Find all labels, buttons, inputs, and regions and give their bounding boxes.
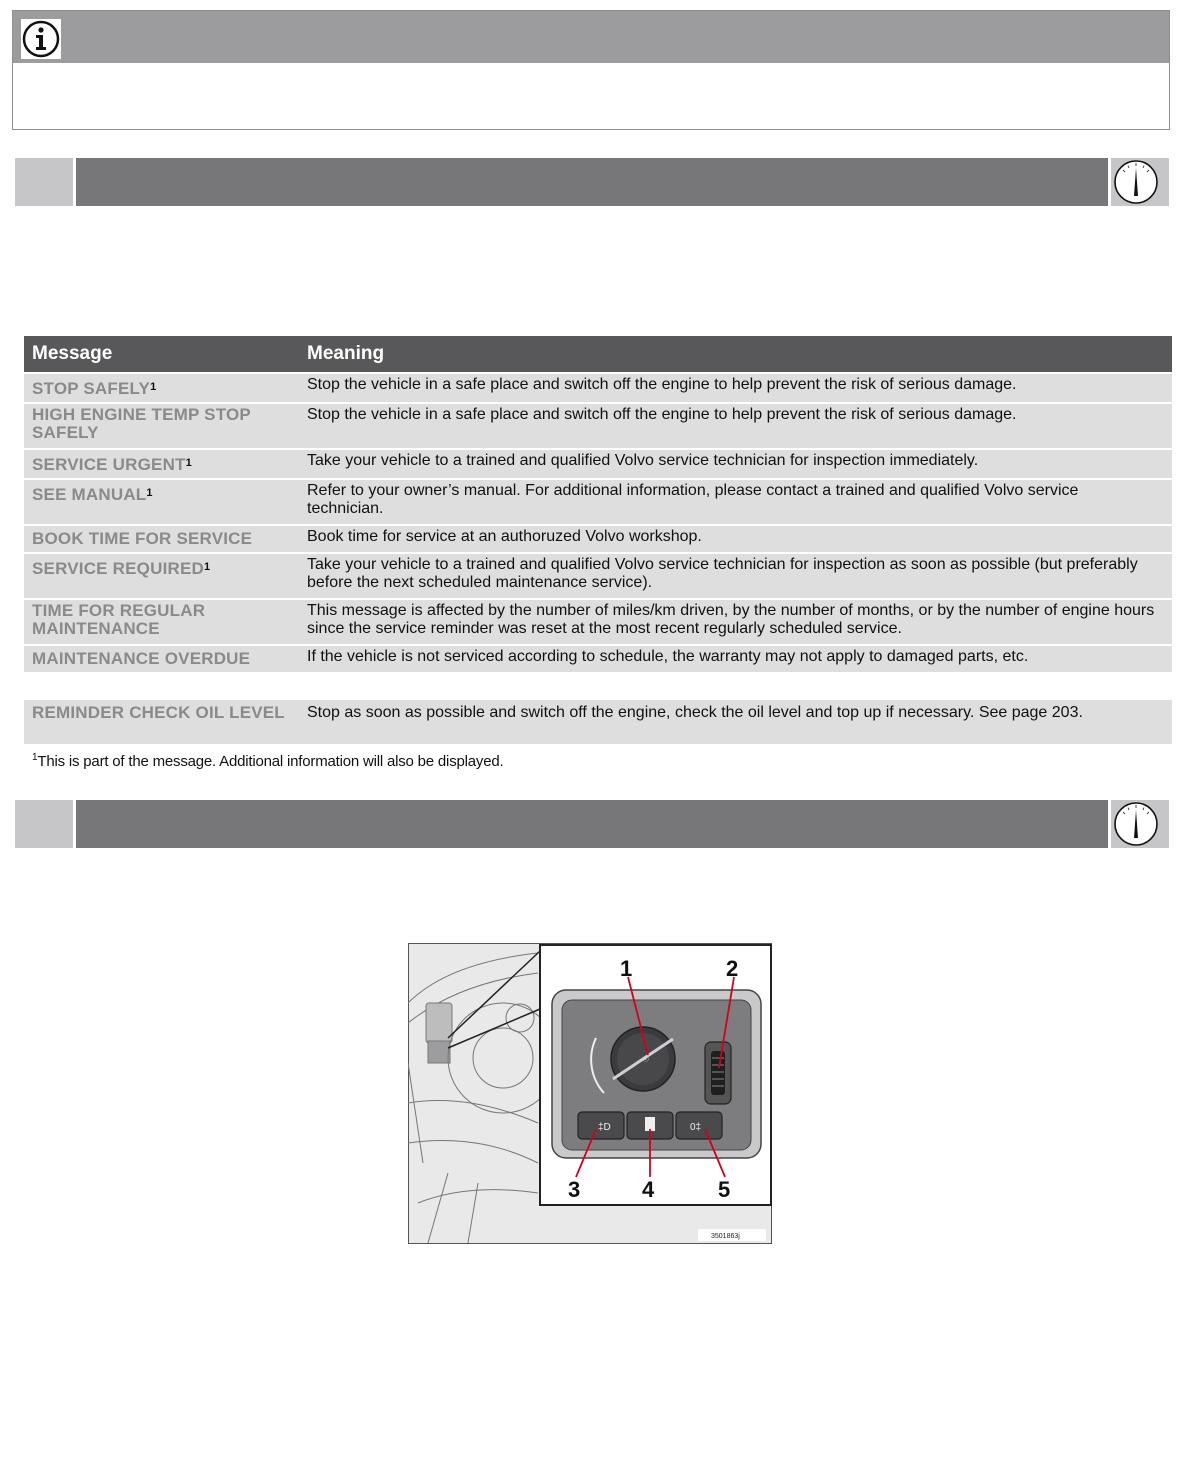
table-row xyxy=(24,644,1172,672)
footnote-text: This is part of the message. Additional information will also be displayed. xyxy=(37,753,504,770)
footnote-ref: 1 xyxy=(203,561,211,573)
light-switch-panel-illustration xyxy=(408,943,772,1245)
callout-4: 4 xyxy=(642,1177,655,1202)
svg-text:‡D: ‡D xyxy=(598,1122,611,1133)
table-spacer xyxy=(24,672,1172,700)
column-header-message: Message xyxy=(32,343,113,364)
meaning-cell: Take your vehicle to a trained and qualified Volvo service technician for inspection immediately. xyxy=(307,452,979,469)
table-row xyxy=(24,700,1172,744)
info-note-box xyxy=(12,10,1170,130)
meaning-cell: Stop the vehicle in a safe place and switch off the engine to help prevent the risk of serious damage. xyxy=(307,406,1017,423)
callout-1: 1 xyxy=(620,956,633,981)
table-row xyxy=(24,402,1172,448)
table-footnote xyxy=(32,752,503,770)
meaning-cell: If the vehicle is not serviced according to schedule, the warranty may not apply to damaged parts, etc. xyxy=(307,648,1029,665)
table-row xyxy=(24,372,1172,402)
message-cell: BOOK TIME FOR SERVICE xyxy=(32,529,253,548)
messages-table xyxy=(24,336,1172,744)
message-cell: SERVICE REQUIRED xyxy=(32,559,204,578)
table-row xyxy=(24,524,1172,552)
message-cell: MAINTENANCE OVERDUE xyxy=(32,649,251,668)
callout-3: 3 xyxy=(568,1177,581,1202)
table-header-row xyxy=(24,336,1172,372)
info-note-header xyxy=(13,11,1169,63)
footnote-ref: 1 xyxy=(150,381,157,393)
section-1-marker xyxy=(15,158,73,206)
callout-5: 5 xyxy=(718,1177,731,1202)
message-cell: HIGH ENGINE TEMP STOP SAFELY xyxy=(32,405,251,442)
meaning-cell: Book time for service at an authoruzed Volvo workshop. xyxy=(307,528,702,545)
table-row xyxy=(24,598,1172,644)
section-1-header xyxy=(76,158,1108,206)
table-row xyxy=(24,478,1172,524)
gauge-icon xyxy=(1111,158,1169,206)
meaning-cell: Stop as soon as possible and switch off the engine, check the oil level and top up if necessary. See page 203. xyxy=(307,704,1083,721)
table-row xyxy=(24,552,1172,598)
message-cell: SEE MANUAL xyxy=(32,485,147,504)
footnote-marker: 1 xyxy=(32,752,38,763)
message-cell: REMINDER CHECK OIL LEVEL xyxy=(32,703,285,722)
table-row xyxy=(24,448,1172,478)
footnote-ref: 1 xyxy=(146,487,153,499)
message-cell: STOP SAFELY xyxy=(32,379,151,398)
info-circle-icon xyxy=(21,19,61,59)
meaning-cell: Stop the vehicle in a safe place and switch off the engine to help prevent the risk of serious damage. xyxy=(307,376,1017,393)
section-2-marker xyxy=(15,800,73,848)
meaning-cell: This message is affected by the number of miles/km driven, by the number of months, or by the number of engine hours since the service reminder was reset at the most recent regularly scheduled service. xyxy=(307,602,1155,637)
figure-code: 3501863j xyxy=(711,1233,740,1240)
callout-2: 2 xyxy=(726,956,739,981)
message-cell: TIME FOR REGULAR MAINTENANCE xyxy=(32,601,206,638)
meaning-cell: Refer to your owner’s manual. For additional information, please contact a trained and qualified Volvo service technician. xyxy=(307,482,1079,517)
footnote-ref: 1 xyxy=(185,457,192,469)
svg-text:0‡: 0‡ xyxy=(690,1122,702,1133)
gauge-icon xyxy=(1111,800,1169,848)
section-2-header xyxy=(76,800,1108,848)
svg-text:☉: ☉ xyxy=(642,1055,650,1064)
message-cell: SERVICE URGENT xyxy=(32,455,186,474)
column-header-meaning: Meaning xyxy=(307,343,385,364)
meaning-cell: Take your vehicle to a trained and qualified Volvo service technician for inspection as soon as possible (but preferably before the next scheduled maintenance service). xyxy=(307,556,1138,591)
